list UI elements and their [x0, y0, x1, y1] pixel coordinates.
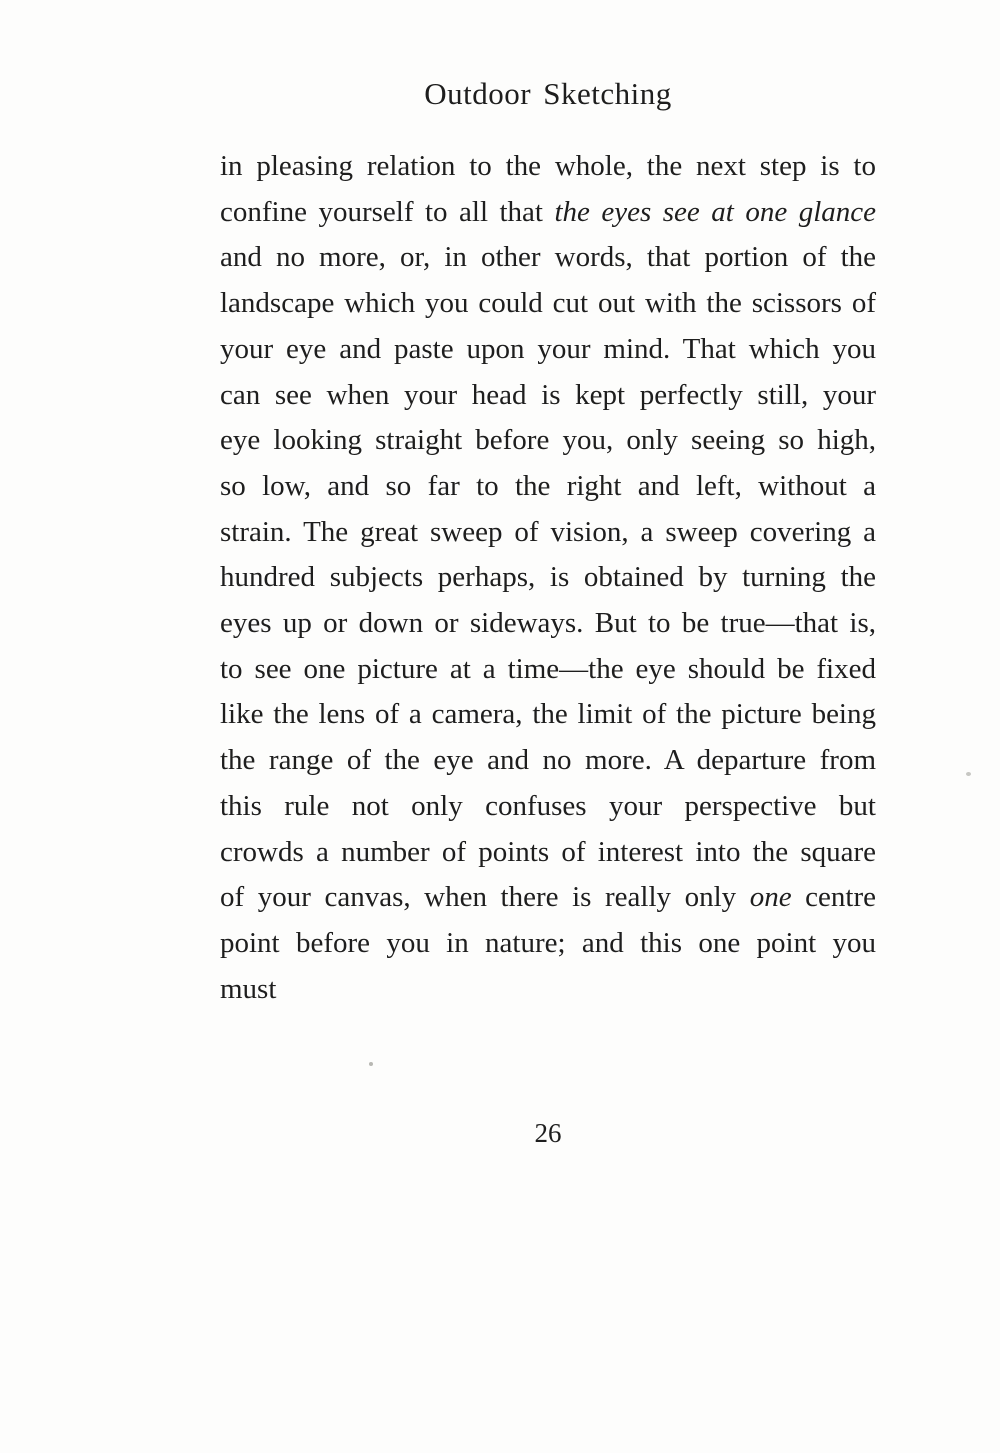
- page-header-title: Outdoor Sketching: [424, 76, 672, 111]
- body-paragraph: in pleasing relation to the whole, the next step is to confine yourself to all that the eyes see at one glance and no more, or, in other words, that portion of the landscape which you could cut out with the scissors of your eye and paste upon your mind. That which you can see when your head is kept perfectly still, your eye looking straight before you, only seeing so high, so low, and so far to the right and left, without a strain. The great sweep of vision, a sweep covering a hundred subjects perhaps, is obtained by turning the eyes up or down or sideways. But to be true—that is, to see one picture at a time—the eye should be fixed like the lens of a camera, the limit of the picture being the range of the eye and no more. A departure from this rule not only confuses your perspective but crowds a number of points of interest into the square of your canvas, when there is really only one centre point before you in nature; and this one point you must: [220, 150, 877, 1005]
- scan-speck: [966, 772, 971, 776]
- page-number: 26: [534, 1118, 562, 1148]
- scan-speck: [369, 1062, 373, 1066]
